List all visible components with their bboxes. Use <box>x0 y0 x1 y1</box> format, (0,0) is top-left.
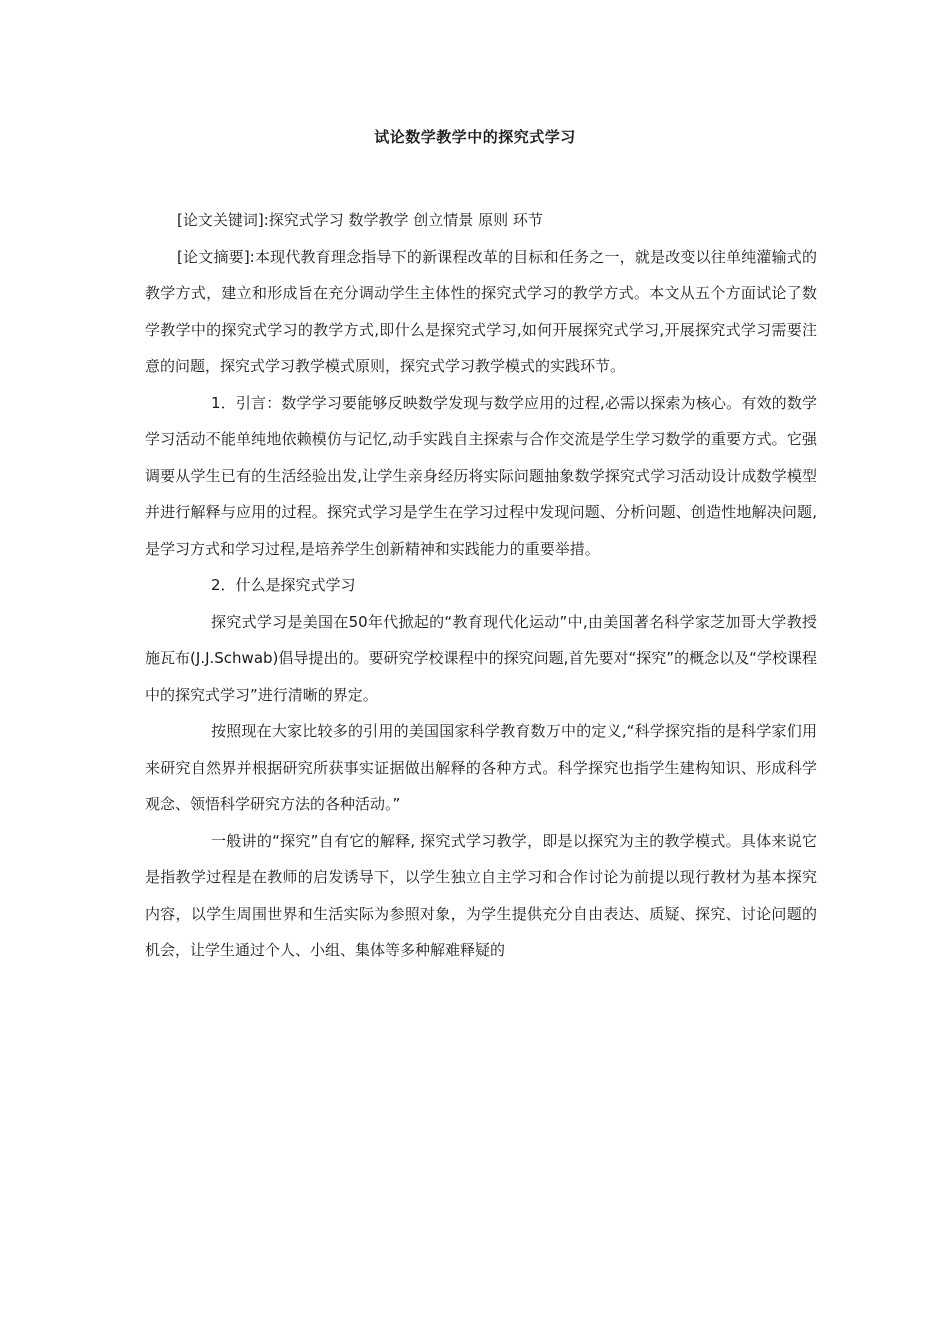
document-title: 试论数学教学中的探究式学习 <box>374 128 576 146</box>
history-paragraph: 探究式学习是美国在50年代掀起的“教育现代化运动”中,由美国著名科学家芝加哥大学教授施瓦布(J.J.Schwab)倡导提出的。要研究学校课程中的探究问题,首先要对“探究”的概念以及“学校课程中的探究式学习”进行清晰的界定。 <box>145 612 817 704</box>
keywords-paragraph: [论文关键词]:探究式学习 数学教学 创立情景 原则 环节 <box>177 211 543 229</box>
definition-paragraph: 按照现在大家比较多的引用的美国国家科学教育数万中的定义,“科学探究指的是科学家们用来研究自然界并根据研究所获事实证据做出解释的各种方式。科学探究也指学生建构知识、形成科学观念、领悟科学研究方法的各种活动。” <box>145 722 817 813</box>
explanation-paragraph: 一般讲的“探究”自有它的解释, 探究式学习教学，即是以探究为主的教学模式。具体来说它是指教学过程是在教师的启发诱导下，以学生独立自主学习和合作讨论为前提以现行教材为基本探究内容，以学生周围世界和生活实际为参照对象，为学生提供充分自由表达、质疑、探究、讨论问题的机会，让学生通过个人、小组、集体等多种解难释疑的 <box>145 831 817 959</box>
document-body <box>145 202 817 969</box>
introduction-paragraph: 1．引言：数学学习要能够反映数学发现与数学应用的过程,必需以探索为核心。有效的数学学习活动不能单纯地依赖模仿与记忆,动手实践自主探索与合作交流是学生学习数学的重要方式。它强调要从学生已有的生活经验出发,让学生亲身经历将实际问题抽象数学探究式学习活动设计成数学模型并进行解释与应用的过程。探究式学习是学生在学习过程中发现问题、分析问题、创造性地解决问题,是学习方式和学习过程,是培养学生创新精神和实践能力的重要举措。 <box>145 393 817 558</box>
section-heading-what-is-inquiry: 2．什么是探究式学习 <box>211 576 356 594</box>
abstract-paragraph: [论文摘要]:本现代教育理念指导下的新课程改革的目标和任务之一，就是改变以往单纯灌输式的教学方式，建立和形成旨在充分调动学生主体性的探究式学习的教学方式。本文从五个方面试论了数学教学中的探究式学习的教学方式,即什么是探究式学习,如何开展探究式学习,开展探究式学习需要注意的问题，探究式学习教学模式原则，探究式学习教学模式的实践环节。 <box>145 247 817 375</box>
